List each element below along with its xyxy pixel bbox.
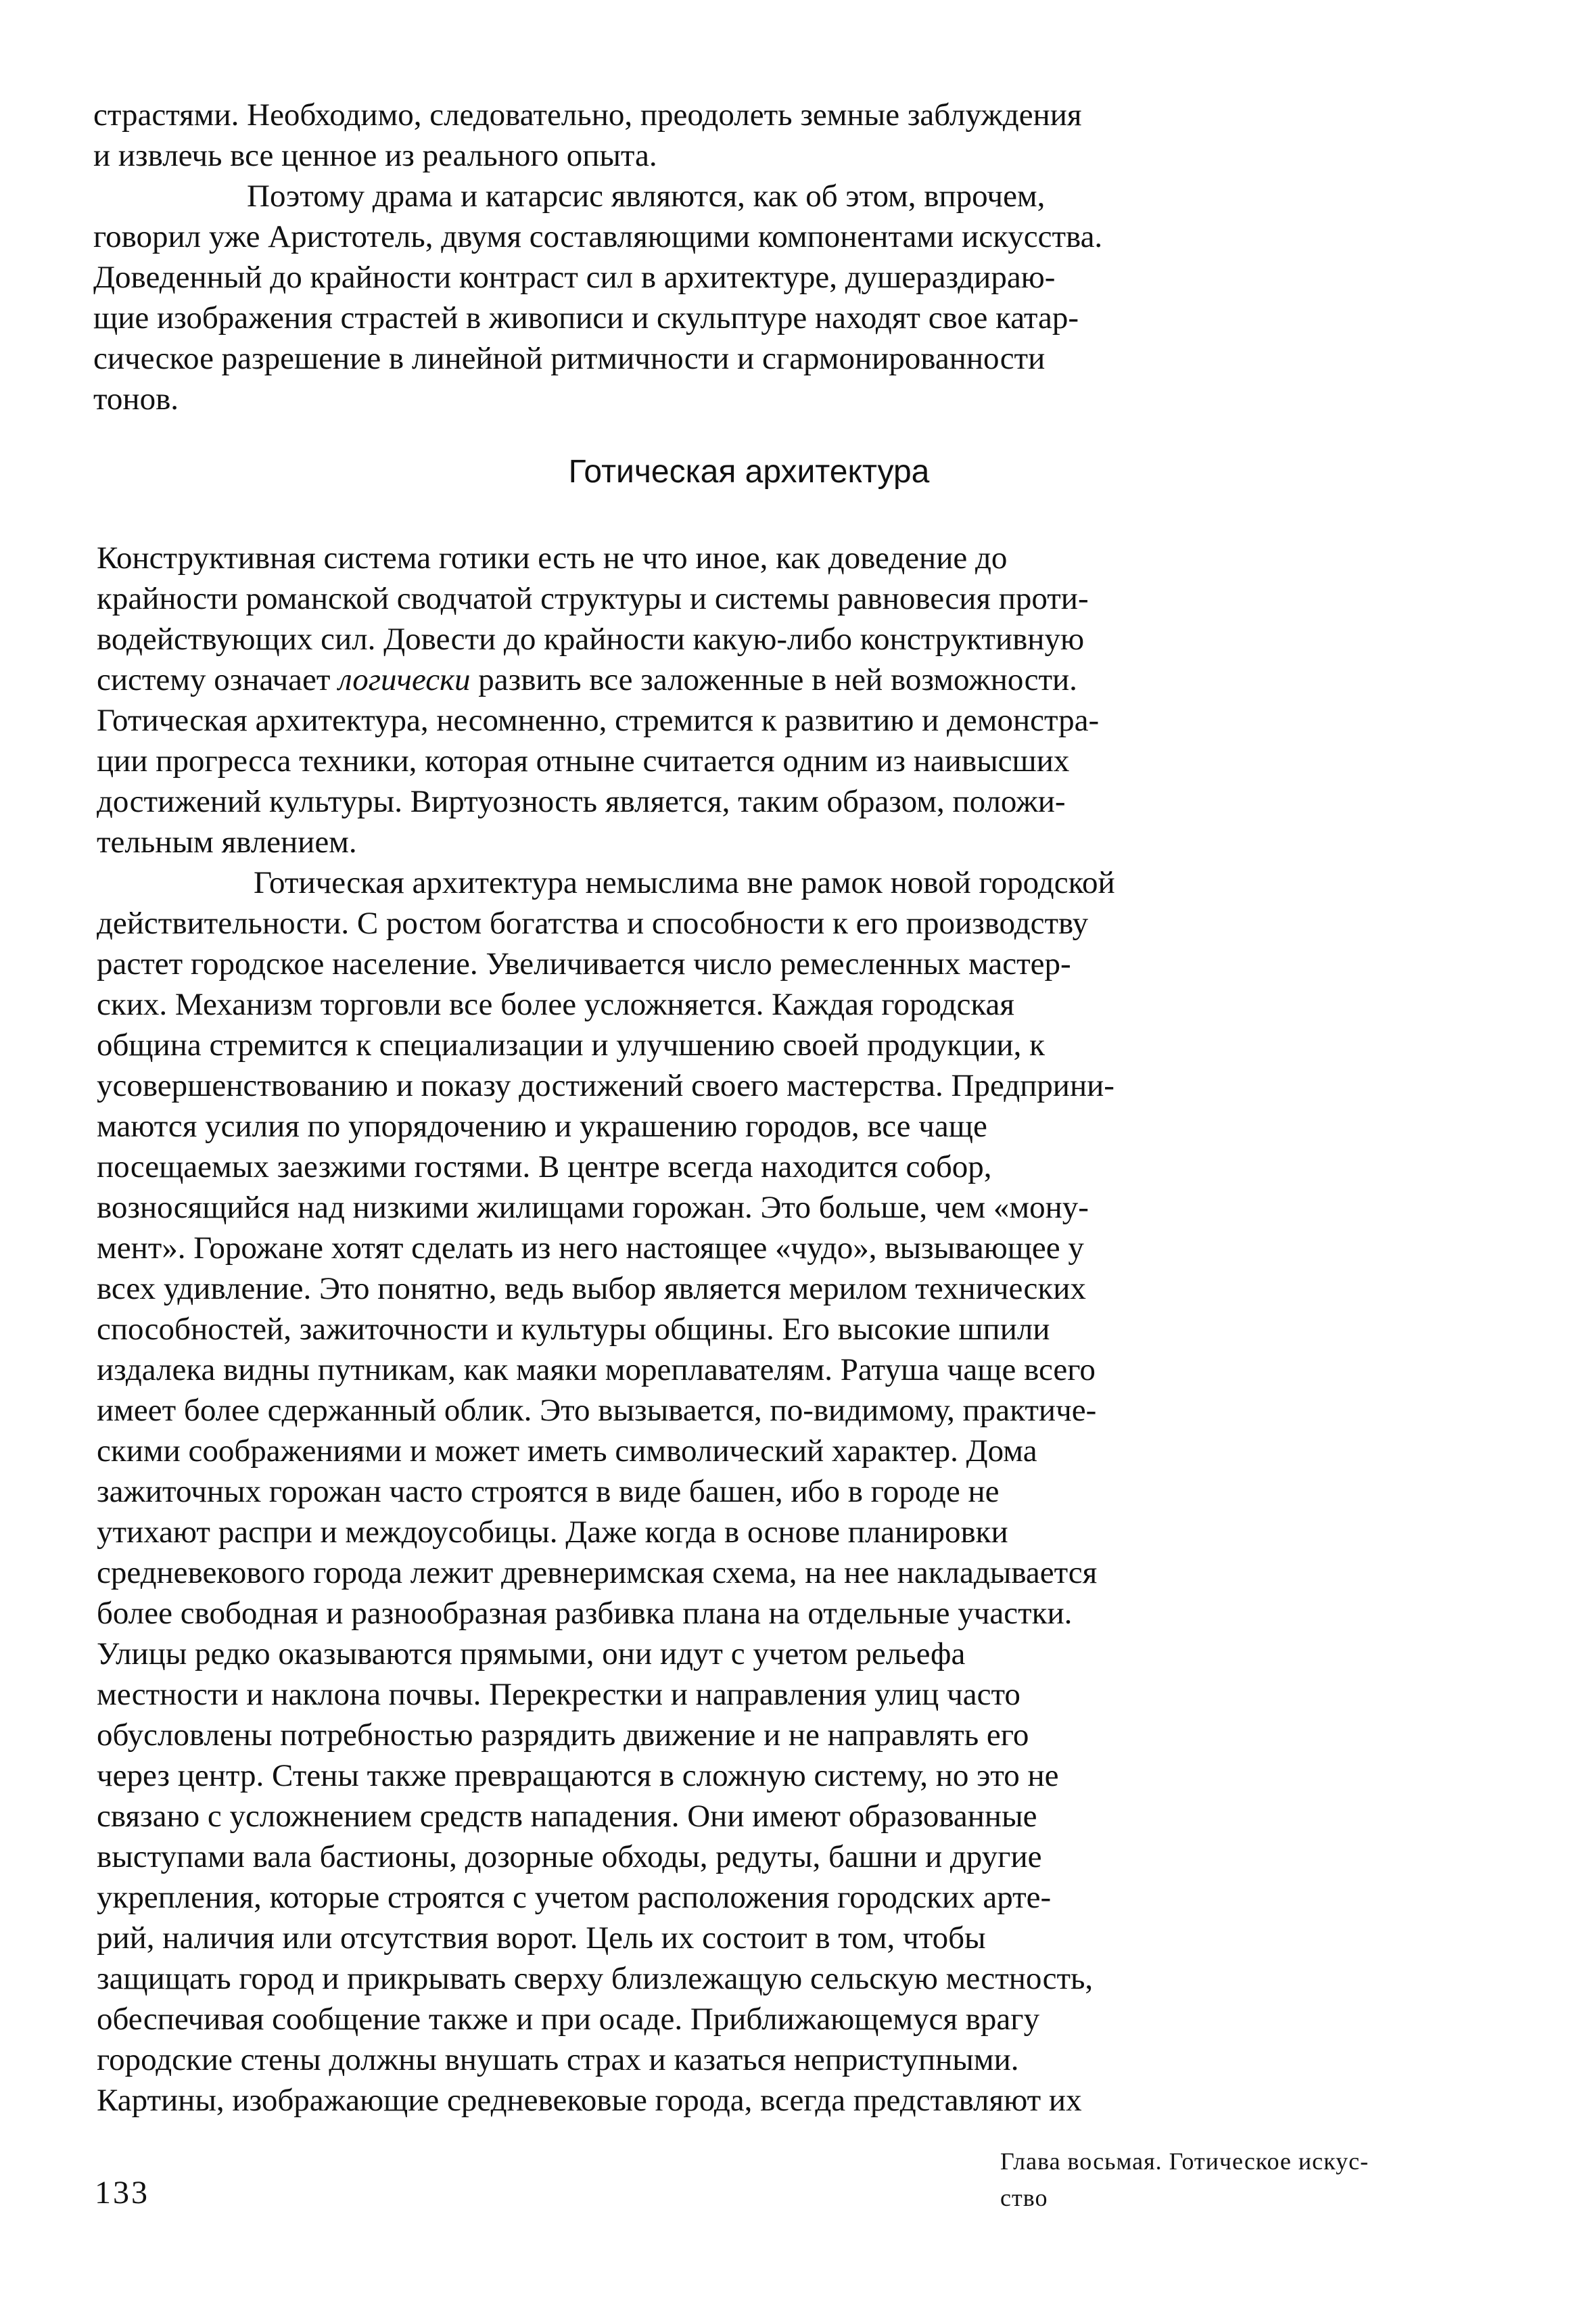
main-text-block [97,538,1442,2121]
text-line: более свободная и разнообразная разбивка плана на отдельные участки. [97,1596,1073,1631]
text-line: страстями. Необходимо, следовательно, преодолеть земные заблуждения [93,97,1082,133]
text-line: скими соображениями и может иметь символический характер. Дома [97,1433,1037,1469]
text-line: ции прогресса техники, которая отныне считается одним из наивысших [97,743,1070,779]
text-line: усовершенствованию и показу достижений своего мастерства. Предприни- [97,1068,1114,1103]
text-line: Готическая архитектура немыслима вне рамок новой городской [254,865,1115,900]
running-footer [1000,2143,1514,2216]
text-fragment: систему означает [97,662,339,697]
text-line: мент». Горожане хотят сделать из него настоящее «чудо», вызывающее у [97,1230,1084,1266]
text-line: рий, наличия или отсутствия ворот. Цель их состоит в том, чтобы [97,1920,986,1956]
text-line: всех удивление. Это понятно, ведь выбор является мерилом технических [97,1271,1086,1306]
text-line: способностей, зажиточности и культуры общины. Его высокие шпили [97,1312,1050,1347]
text-line: ских. Механизм торговли все более усложняется. Каждая городская [97,987,1015,1022]
text-line: зажиточных горожан часто строятся в виде башен, ибо в городе не [97,1474,1000,1509]
text-line: через центр. Стены также превращаются в сложную систему, но это не [97,1758,1059,1793]
text-line: тонов. [93,382,179,417]
text-line: средневекового города лежит древнеримская схема, на нее накладывается [97,1555,1098,1590]
running-footer-line: Глава восьмая. Готическое искус- [1000,2148,1369,2175]
text-line: достижений культуры. Виртуозность является, таким образом, положи- [97,784,1066,819]
text-line: Конструктивная система готики есть не что иное, как доведение до [97,540,1008,576]
text-fragment: развить все заложенные в ней возможности. [470,662,1077,697]
text-line-with-italic [97,660,1442,700]
text-line: и извлечь все ценное из реального опыта. [93,138,657,173]
section-heading: Готическая архитектура [568,454,930,490]
text-line: говорил уже Аристотель, двумя составляющими компонентами искусства. [93,219,1103,254]
running-footer-line: ство [1000,2184,1048,2211]
opening-text-block [93,95,1429,419]
text-line: крайности романской сводчатой структуры и системы равновесия проти- [97,581,1089,616]
text-line: защищать город и прикрывать сверху близлежащую сельскую местность, [97,1961,1094,1996]
text-line: обеспечивая сообщение также и при осаде. Приближающемуся врагу [97,2002,1040,2037]
text-line: щие изображения страстей в живописи и скульптуре находят свое катар- [93,300,1079,336]
italic-word: логически [338,662,471,697]
text-line: Поэтому драма и катарсис являются, как об этом, впрочем, [247,179,1046,214]
text-line: Картины, изображающие средневековые города, всегда представляют их [97,2083,1082,2118]
text-line: тельным явлением. [97,825,357,860]
text-line: имеет более сдержанный облик. Это вызывается, по-видимому, практиче- [97,1393,1097,1428]
text-line: утихают распри и междоусобицы. Даже когда в основе планировки [97,1515,1008,1550]
text-line: действительности. С ростом богатства и способности к его производству [97,906,1089,941]
page-number: 133 [95,2175,149,2211]
text-line: возносящийся над низкими жилищами горожан. Это больше, чем «мону- [97,1190,1089,1225]
text-line: маются усилия по упорядочению и украшению городов, все чаще [97,1109,987,1144]
text-line: водействующих сил. Довести до крайности какую-либо конструктивную [97,622,1085,657]
text-line: растет городское население. Увеличивается число ремесленных мастер- [97,946,1071,982]
text-line: издалека видны путникам, как маяки мореплавателям. Ратуша чаще всего [97,1352,1096,1387]
text-line: местности и наклона почвы. Перекрестки и направления улиц часто [97,1677,1020,1712]
text-line: посещаемых заезжими гостями. В центре всегда находится собор, [97,1149,992,1184]
text-line: Готическая архитектура, несомненно, стремится к развитию и демонстра- [97,703,1100,738]
text-line: Доведенный до крайности контраст сил в архитектуре, душераздираю- [93,260,1056,295]
text-line: городские стены должны внушать страх и казаться неприступными. [97,2042,1019,2077]
text-line: обусловлены потребностью разрядить движение и не направлять его [97,1717,1029,1753]
text-line: Улицы редко оказываются прямыми, они идут с учетом рельефа [97,1636,966,1671]
text-line: выступами вала бастионы, дозорные обходы, редуты, башни и другие [97,1839,1042,1874]
text-line: связано с усложнением средств нападения. Они имеют образованные [97,1799,1037,1834]
text-line: укрепления, которые строятся с учетом расположения городских арте- [97,1880,1052,1915]
text-line: община стремится к специализации и улучшению своей продукции, к [97,1028,1045,1063]
text-line: сическое разрешение в линейной ритмичности и сгармонированности [93,341,1046,376]
